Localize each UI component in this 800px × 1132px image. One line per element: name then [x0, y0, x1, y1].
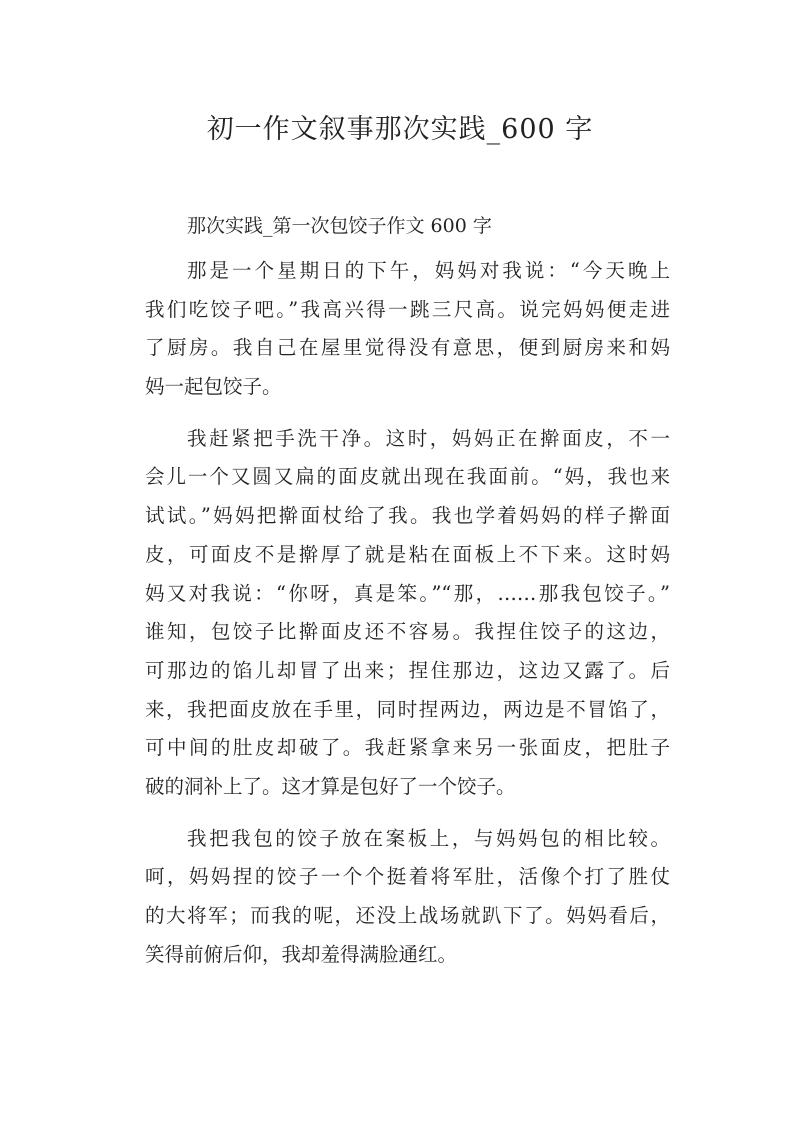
paragraph-line: 可那边的馅儿却冒了出来；捏住那边，这边又露了。后	[145, 658, 670, 682]
paragraph	[145, 420, 670, 807]
paragraph-line: 我把我包的饺子放在案板上，与妈妈包的相比较。	[187, 826, 670, 850]
document-subtitle: 那次实践_第一次包饺子作文 600 字	[187, 215, 492, 237]
paragraph-line: 皮，可面皮不是擀厚了就是粘在面板上不下来。这时妈	[145, 542, 670, 566]
document-title: 初一作文叙事那次实践_600 字	[206, 114, 594, 145]
paragraph-line: 破的洞补上了。这才算是包好了一个饺子。	[145, 774, 516, 798]
document-body	[145, 252, 670, 974]
paragraph-line: 了厨房。我自己在屋里觉得没有意思，便到厨房来和妈	[145, 336, 670, 360]
paragraph-line: 妈又对我说：“你呀，真是笨。”“那，……那我包饺子。”	[145, 581, 670, 605]
paragraph-line: 妈一起包饺子。	[145, 375, 282, 399]
paragraph-line: 谁知，包饺子比擀面皮还不容易。我捏住饺子的这边，	[145, 620, 670, 644]
paragraph	[145, 820, 670, 975]
paragraph-line: 的大将军；而我的呢，还没上战场就趴下了。妈妈看后，	[145, 904, 670, 927]
paragraph-line: 会儿一个又圆又扁的面皮就出现在我面前。“妈，我也来	[145, 465, 670, 489]
paragraph-line: 来，我把面皮放在手里，同时捏两边，两边是不冒馅了，	[145, 697, 670, 721]
paragraph-line: 笑得前俯后仰，我却羞得满脸通红。	[145, 942, 458, 966]
paragraph	[145, 252, 670, 407]
paragraph-line: 我们吃饺子吧。”我高兴得一跳三尺高。说完妈妈便走进	[145, 297, 670, 321]
paragraph-line: 试试。”妈妈把擀面杖给了我。我也学着妈妈的样子擀面	[145, 504, 670, 528]
paragraph-line: 可中间的肚皮却破了。我赶紧拿来另一张面皮，把肚子	[145, 736, 670, 760]
paragraph-line: 那是一个星期日的下午，妈妈对我说：“今天晚上	[187, 259, 670, 282]
paragraph-line: 呵，妈妈捏的饺子一个个挺着将军肚，活像个打了胜仗	[145, 865, 670, 889]
paragraph-line: 我赶紧把手洗干净。这时，妈妈正在擀面皮，不一	[187, 426, 670, 450]
